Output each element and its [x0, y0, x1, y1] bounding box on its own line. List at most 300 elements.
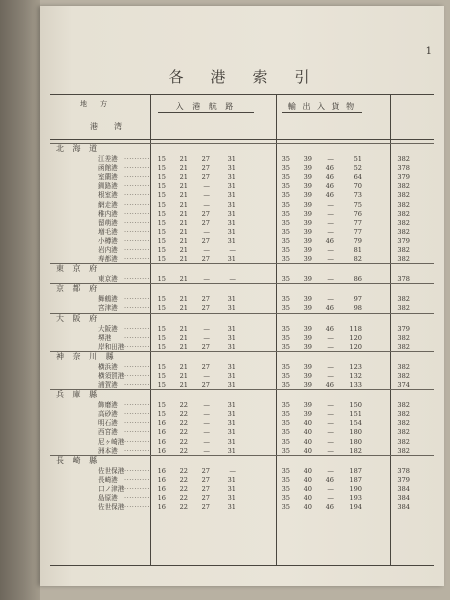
page-ref-cell: —: [327, 428, 334, 437]
page-ref-cell: 382: [397, 255, 410, 264]
port-name: 明石港: [98, 419, 118, 428]
page-ref-cell: 374: [397, 381, 410, 389]
page-ref-cell: 40: [303, 428, 312, 437]
leader-dots: ··········: [124, 371, 150, 380]
page-ref-cell: 39: [303, 173, 312, 182]
page-ref-cell: 21: [179, 255, 188, 264]
page-ref-cell: 46: [325, 324, 334, 333]
leader-dots: ··········: [124, 218, 150, 227]
port-name: 函館港: [98, 164, 118, 173]
page-ref-cell: 22: [179, 503, 188, 512]
leader-dots: ··········: [124, 410, 150, 419]
port-name: 東京港: [98, 275, 118, 284]
page-ref-cell: 187: [349, 466, 362, 475]
page-ref-cell: 120: [349, 342, 362, 351]
page-ref-cell: —: [229, 246, 236, 254]
page-ref-cell: 382: [397, 191, 410, 200]
page-ref-cell: 31: [227, 255, 236, 264]
leader-dots: ··········: [124, 209, 150, 218]
page-ref-cell: 382: [397, 155, 410, 163]
page-ref-cell: —: [327, 410, 334, 419]
page-ref-cell: 378: [397, 275, 410, 284]
port-name: 小樽港: [98, 236, 118, 245]
page-ref-cell: 384: [397, 484, 410, 493]
page-ref-cell: 46: [325, 236, 334, 245]
page-ref-cell: 39: [303, 342, 312, 351]
page-ref-cell: 16: [157, 503, 166, 512]
page-ref-cell: —: [327, 275, 334, 284]
page-ref-cell: 40: [303, 475, 312, 484]
page-ref-cell: —: [203, 371, 210, 380]
page-ref-cell: 35: [281, 246, 290, 254]
page-ref-cell: 39: [303, 371, 312, 380]
leader-dots: ··········: [124, 182, 150, 191]
page-ref-cell: 31: [227, 342, 236, 351]
page-ref-cell: 194: [349, 503, 362, 512]
page-ref-cell: 35: [281, 466, 290, 475]
page-ref-cell: —: [327, 466, 334, 475]
page-ref-cell: 51: [353, 155, 362, 163]
page-ref-cell: 39: [303, 236, 312, 245]
page-ref-cell: 35: [281, 218, 290, 227]
page-ref-cell: 133: [349, 381, 362, 389]
page-ref-cell: 31: [227, 173, 236, 182]
page-ref-cell: 39: [303, 275, 312, 284]
page-ref-cell: 22: [179, 437, 188, 446]
page-ref-cell: 35: [281, 333, 290, 342]
page-ref-cell: 21: [179, 200, 188, 209]
port-name: 寿都港: [98, 255, 118, 264]
page-ref-cell: 382: [397, 200, 410, 209]
page-ref-cell: 21: [179, 324, 188, 333]
page-ref-cell: 79: [353, 236, 362, 245]
page-ref-cell: 27: [201, 218, 210, 227]
page-ref-cell: 15: [157, 324, 166, 333]
page-ref-cell: —: [229, 275, 236, 284]
page-ref-cell: —: [203, 275, 210, 284]
page-ref-cell: 22: [179, 401, 188, 410]
page-ref-cell: —: [327, 227, 334, 236]
page-ref-cell: 15: [157, 155, 166, 163]
page-ref-cell: 35: [281, 484, 290, 493]
page-ref-cell: 15: [157, 304, 166, 313]
page-number: 1: [425, 46, 432, 57]
page-ref-cell: 21: [179, 342, 188, 351]
page-ref-cell: 86: [353, 275, 362, 284]
page-ref-cell: 15: [157, 371, 166, 380]
page-ref-cell: 39: [303, 304, 312, 313]
page-ref-cell: 35: [281, 437, 290, 446]
leader-dots: ··········: [124, 155, 150, 163]
page-ref-cell: 384: [397, 503, 410, 512]
page-ref-cell: 35: [281, 255, 290, 264]
page-ref-cell: 193: [349, 494, 362, 502]
leader-dots: ··········: [124, 164, 150, 173]
port-row: [50, 502, 434, 512]
page-ref-cell: 40: [303, 466, 312, 475]
port-name: 横浜港: [98, 362, 118, 371]
page-ref-cell: 21: [179, 362, 188, 371]
page-ref-cell: 46: [325, 191, 334, 200]
header-port-label: 港 湾: [90, 122, 126, 131]
page-ref-cell: 35: [281, 324, 290, 333]
page-ref-cell: —: [203, 428, 210, 437]
page-ref-cell: 40: [303, 437, 312, 446]
header-region-label: 地 方: [80, 100, 110, 108]
leader-dots: ··········: [124, 333, 150, 342]
page-ref-cell: 150: [349, 401, 362, 410]
page-ref-cell: 39: [303, 295, 312, 304]
port-name: 洲本港: [98, 446, 118, 455]
page-ref-cell: 35: [281, 428, 290, 437]
page-ref-cell: 182: [349, 446, 362, 455]
page-ref-cell: 97: [353, 295, 362, 304]
page-ref-cell: 15: [157, 275, 166, 284]
page-ref-cell: —: [327, 494, 334, 502]
page-ref-cell: —: [327, 401, 334, 410]
page-ref-cell: 31: [227, 200, 236, 209]
page-ref-cell: 21: [179, 227, 188, 236]
leader-dots: ··········: [124, 227, 150, 236]
page-ref-cell: 31: [227, 227, 236, 236]
page-ref-cell: 31: [227, 304, 236, 313]
page-ref-cell: 15: [157, 227, 166, 236]
page-ref-cell: 31: [227, 428, 236, 437]
page-ref-cell: 16: [157, 475, 166, 484]
page-ref-cell: —: [327, 209, 334, 218]
page-ref-cell: 39: [303, 209, 312, 218]
page-ref-cell: 31: [227, 475, 236, 484]
page-ref-cell: 21: [179, 182, 188, 191]
page-ref-cell: 187: [349, 475, 362, 484]
page-ref-cell: 35: [281, 503, 290, 512]
page-ref-cell: 46: [325, 475, 334, 484]
page-ref-cell: 16: [157, 428, 166, 437]
region-name: 東 京 府: [56, 264, 101, 274]
page-ref-cell: 382: [397, 446, 410, 455]
page-ref-cell: 27: [201, 173, 210, 182]
port-name: 大阪港: [98, 324, 118, 333]
page-ref-cell: —: [203, 324, 210, 333]
table-header: [50, 95, 434, 140]
page-ref-cell: —: [327, 200, 334, 209]
page-ref-cell: —: [327, 446, 334, 455]
page-ref-cell: —: [203, 246, 210, 254]
page-ref-cell: 31: [227, 324, 236, 333]
page-ref-cell: 15: [157, 362, 166, 371]
page-ref-cell: 27: [201, 362, 210, 371]
page-ref-cell: —: [203, 401, 210, 410]
port-index-table: [50, 94, 434, 566]
port-name: 舞鶴港: [98, 295, 118, 304]
region-name: 兵 庫 縣: [56, 390, 101, 400]
page-ref-cell: 35: [281, 155, 290, 163]
page-ref-cell: 46: [325, 164, 334, 173]
page-ref-cell: —: [203, 410, 210, 419]
page-ref-cell: 180: [349, 428, 362, 437]
page-ref-cell: 15: [157, 333, 166, 342]
page-ref-cell: 190: [349, 484, 362, 493]
page-ref-cell: —: [203, 182, 210, 191]
leader-dots: ··········: [124, 484, 150, 493]
page-ref-cell: 16: [157, 484, 166, 493]
page-ref-cell: —: [327, 255, 334, 264]
page-ref-cell: 21: [179, 236, 188, 245]
page-ref-cell: 382: [397, 342, 410, 351]
page-ref-cell: 31: [227, 371, 236, 380]
page-ref-cell: —: [203, 191, 210, 200]
page-ref-cell: 22: [179, 494, 188, 502]
page-ref-cell: 31: [227, 155, 236, 163]
page-title: 各 港 索 引: [168, 68, 316, 86]
page-ref-cell: 31: [227, 419, 236, 428]
page-ref-cell: 21: [179, 275, 188, 284]
page-ref-cell: —: [327, 246, 334, 254]
page-ref-cell: 35: [281, 371, 290, 380]
page-ref-cell: 31: [227, 401, 236, 410]
page-ref-cell: 27: [201, 342, 210, 351]
page-ref-cell: 16: [157, 466, 166, 475]
page-ref-cell: 21: [179, 304, 188, 313]
page-ref-cell: 379: [397, 236, 410, 245]
page-ref-cell: 384: [397, 494, 410, 502]
port-name: 根室港: [98, 191, 118, 200]
page-ref-cell: 27: [201, 295, 210, 304]
page-ref-cell: 123: [349, 362, 362, 371]
page-ref-cell: 15: [157, 191, 166, 200]
page-ref-cell: 31: [227, 410, 236, 419]
page-ref-cell: 379: [397, 173, 410, 182]
page-ref-cell: 21: [179, 333, 188, 342]
page-ref-cell: 22: [179, 466, 188, 475]
page-ref-cell: 382: [397, 371, 410, 380]
page-ref-cell: 154: [349, 419, 362, 428]
page-ref-cell: 120: [349, 333, 362, 342]
leader-dots: ··········: [124, 255, 150, 264]
region-name: 大 阪 府: [56, 313, 101, 323]
page-ref-cell: 77: [353, 227, 362, 236]
page-ref-cell: 35: [281, 401, 290, 410]
page-ref-cell: —: [327, 362, 334, 371]
page-ref-cell: 31: [227, 446, 236, 455]
page-ref-cell: 21: [179, 164, 188, 173]
page-ref-cell: 77: [353, 218, 362, 227]
page-ref-cell: 39: [303, 362, 312, 371]
page-ref-cell: 379: [397, 324, 410, 333]
leader-dots: ··········: [124, 466, 150, 475]
page-ref-cell: 118: [349, 324, 362, 333]
page-ref-cell: 21: [179, 191, 188, 200]
page-ref-cell: —: [327, 484, 334, 493]
page-ref-cell: 382: [397, 401, 410, 410]
leader-dots: ··········: [124, 324, 150, 333]
port-name: 留萌港: [98, 218, 118, 227]
page-ref-cell: 15: [157, 164, 166, 173]
page-ref-cell: 27: [201, 381, 210, 389]
page-ref-cell: 35: [281, 381, 290, 389]
page-ref-cell: 98: [353, 304, 362, 313]
page-ref-cell: 31: [227, 182, 236, 191]
leader-dots: ··········: [124, 401, 150, 410]
page-ref-cell: 15: [157, 209, 166, 218]
page-ref-cell: 82: [353, 255, 362, 264]
leader-dots: ··········: [124, 494, 150, 502]
page-ref-cell: 382: [397, 227, 410, 236]
port-name: 佐世保港: [98, 503, 125, 512]
page-ref-cell: 35: [281, 362, 290, 371]
page-ref-cell: 64: [353, 173, 362, 182]
port-name: 宮津港: [98, 304, 118, 313]
page-ref-cell: 31: [227, 362, 236, 371]
page-ref-cell: 21: [179, 246, 188, 254]
page-ref-cell: 15: [157, 255, 166, 264]
page-ref-cell: 382: [397, 419, 410, 428]
port-name: 岩内港: [98, 246, 118, 254]
leader-dots: ··········: [124, 475, 150, 484]
page-ref-cell: 382: [397, 246, 410, 254]
page-ref-cell: —: [203, 419, 210, 428]
page-ref-cell: 16: [157, 446, 166, 455]
page-ref-cell: 35: [281, 342, 290, 351]
page-ref-cell: 22: [179, 419, 188, 428]
region-name: 神 奈 川 縣: [56, 351, 117, 361]
page-ref-cell: —: [327, 295, 334, 304]
port-name: 長崎港: [98, 475, 118, 484]
page-ref-cell: 382: [397, 362, 410, 371]
leader-dots: ··········: [124, 381, 150, 389]
page-ref-cell: 27: [201, 155, 210, 163]
page-ref-cell: 75: [353, 200, 362, 209]
page-ref-cell: 39: [303, 324, 312, 333]
port-name: 釧路港: [98, 182, 118, 191]
page-ref-cell: 27: [201, 466, 210, 475]
page-ref-cell: 132: [349, 371, 362, 380]
page-ref-cell: 31: [227, 236, 236, 245]
page-ref-cell: 382: [397, 218, 410, 227]
page-ref-cell: —: [203, 437, 210, 446]
page-ref-cell: 35: [281, 410, 290, 419]
page-ref-cell: 21: [179, 295, 188, 304]
page-ref-cell: 46: [325, 304, 334, 313]
page-ref-cell: 27: [201, 236, 210, 245]
page-ref-cell: 81: [353, 246, 362, 254]
page-ref-cell: 52: [353, 164, 362, 173]
page-ref-cell: 382: [397, 333, 410, 342]
region-name: 長 崎 縣: [56, 455, 101, 465]
page-ref-cell: 31: [227, 494, 236, 502]
page-ref-cell: 39: [303, 155, 312, 163]
page-ref-cell: 22: [179, 428, 188, 437]
page-ref-cell: 39: [303, 333, 312, 342]
page-ref-cell: 39: [303, 381, 312, 389]
page-ref-cell: 27: [201, 503, 210, 512]
page-ref-cell: 40: [303, 503, 312, 512]
page-ref-cell: 31: [227, 503, 236, 512]
page-ref-cell: 35: [281, 475, 290, 484]
page-ref-cell: 31: [227, 218, 236, 227]
port-name: 増毛港: [98, 227, 118, 236]
page-ref-cell: 40: [303, 446, 312, 455]
page-ref-cell: 39: [303, 218, 312, 227]
page-ref-cell: 22: [179, 475, 188, 484]
page-ref-cell: 382: [397, 410, 410, 419]
leader-dots: ··········: [124, 419, 150, 428]
leader-dots: ··········: [124, 342, 150, 351]
page-ref-cell: 27: [201, 494, 210, 502]
region-name: 北 海 道: [56, 144, 101, 153]
page-ref-cell: —: [327, 419, 334, 428]
page-ref-cell: —: [327, 437, 334, 446]
page-ref-cell: 21: [179, 209, 188, 218]
page-ref-cell: 15: [157, 342, 166, 351]
page-ref-cell: 16: [157, 437, 166, 446]
port-name: 浦賀港: [98, 381, 118, 389]
page-ref-cell: 35: [281, 227, 290, 236]
page-ref-cell: 35: [281, 191, 290, 200]
page-ref-cell: 382: [397, 182, 410, 191]
page-ref-cell: —: [203, 227, 210, 236]
page-ref-cell: 46: [325, 182, 334, 191]
page-ref-cell: 31: [227, 164, 236, 173]
leader-dots: ··········: [124, 428, 150, 437]
leader-dots: ··········: [124, 246, 150, 254]
page-ref-cell: 31: [227, 295, 236, 304]
page-ref-cell: 31: [227, 484, 236, 493]
page-ref-cell: 35: [281, 173, 290, 182]
page-ref-cell: 21: [179, 371, 188, 380]
page-ref-cell: 27: [201, 255, 210, 264]
leader-dots: ··········: [124, 295, 150, 304]
page-ref-cell: 46: [325, 503, 334, 512]
page-ref-cell: 15: [157, 246, 166, 254]
leader-dots: ··········: [124, 275, 150, 284]
page-ref-cell: 16: [157, 494, 166, 502]
page-ref-cell: 35: [281, 494, 290, 502]
page-ref-cell: 40: [303, 419, 312, 428]
page-ref-cell: 21: [179, 173, 188, 182]
page-ref-cell: 31: [227, 209, 236, 218]
region-name: 京 都 府: [56, 284, 101, 294]
page-ref-cell: 15: [157, 182, 166, 191]
page-ref-cell: 73: [353, 191, 362, 200]
page-ref-cell: 15: [157, 236, 166, 245]
page-ref-cell: 15: [157, 410, 166, 419]
page-ref-cell: 378: [397, 164, 410, 173]
page-ref-cell: 22: [179, 410, 188, 419]
page-ref-cell: 15: [157, 173, 166, 182]
leader-dots: ··········: [124, 304, 150, 313]
page-ref-cell: 15: [157, 401, 166, 410]
page-ref-cell: 382: [397, 428, 410, 437]
page-ref-cell: 35: [281, 209, 290, 218]
leader-dots: ··········: [124, 503, 150, 512]
port-name: 横須賀港: [98, 371, 125, 380]
port-name: 堺港: [98, 333, 112, 342]
page-ref-cell: 21: [179, 155, 188, 163]
page-ref-cell: —: [327, 342, 334, 351]
page-ref-cell: 180: [349, 437, 362, 446]
page-ref-cell: 76: [353, 209, 362, 218]
port-name: 口ノ津港: [98, 484, 125, 493]
page-ref-cell: 27: [201, 304, 210, 313]
page-ref-cell: 15: [157, 381, 166, 389]
leader-dots: ··········: [124, 191, 150, 200]
page-ref-cell: 39: [303, 246, 312, 254]
port-name: 飾磨港: [98, 401, 118, 410]
port-name: 尼ヶ崎港: [98, 437, 125, 446]
leader-dots: ··········: [124, 173, 150, 182]
page-ref-cell: 15: [157, 295, 166, 304]
